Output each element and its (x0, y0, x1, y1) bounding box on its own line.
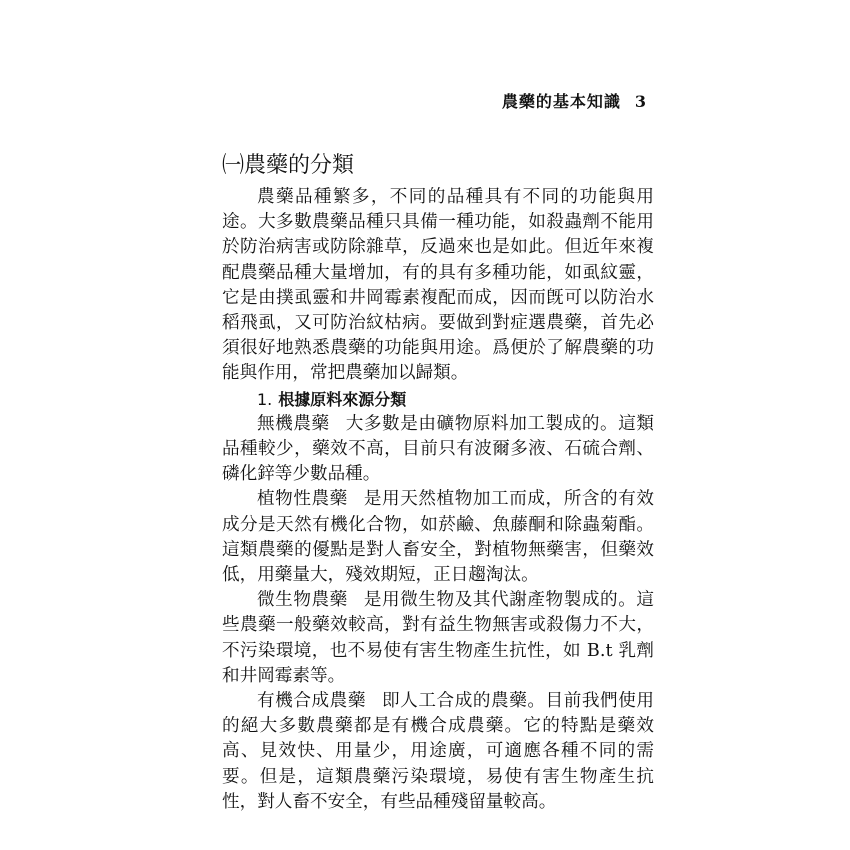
running-title: 農藥的基本知識 (501, 92, 621, 111)
running-header (502, 89, 647, 112)
category-term: 無機農藥 (257, 413, 330, 434)
category-term: 有機合成農藥 (257, 691, 367, 712)
subsection-heading (222, 387, 654, 412)
page-number: 3 (634, 92, 647, 111)
category-paragraph-botanical (222, 487, 654, 588)
body-text (222, 185, 654, 815)
category-paragraph-synthetic (222, 689, 654, 815)
category-paragraph-inorganic (222, 412, 654, 488)
intro-paragraph: 農藥品種繁多，不同的品種具有不同的功能與用途。大多數農藥品種只具備一種功能，如殺蟲劑不能用於防治病害或防除雜草，反過來也是如此。但近年來複配農藥品種大量增加，有的具有多種功能，如虱紋靈，它是由撲虱靈和井岡霉素複配而成，因而旣可以防治水稻飛虱，又可防治紋枯病。要做到對症選農藥，首先必須很好地熟悉農藥的功能與用途。爲便於了解農藥的功能與作用，常把農藥加以歸類。 (222, 187, 654, 384)
category-description: 大多數是由礦物原料加工製成的。這類品種較少，藥效不高，目前只有波爾多液、石硫合劑、磷化鋅等少數品種。 (222, 413, 654, 485)
category-term: 微生物農藥 (257, 590, 348, 611)
subsection-number: 1. (257, 389, 273, 409)
subsection-title: 根據原料來源分類 (278, 389, 407, 409)
category-paragraph-microbial (222, 588, 654, 689)
category-description: 是用天然植物加工而成，所含的有效成分是天然有機化合物，如菸鹼、魚藤酮和除蟲菊酯。這類農藥的優點是對人畜安全，對植物無藥害，但藥效低，用藥量大，殘效期短，正日趨淘汰。 (222, 489, 654, 586)
category-description: 是用微生物及其代謝產物製成的。這些農藥一般藥效較高，對有益生物無害或殺傷力不大，不污染環境，也不易使有害生物產生抗性，如 B.t 乳劑和井岡霉素等。 (222, 590, 654, 686)
category-description: 即人工合成的農藥。目前我們使用的絕大多數農藥都是有機合成農藥。它的特點是藥效高、見效快、用量少，用途廣，可適應各種不同的需要。但是，這類農藥污染環境，易使有害生物產生抗性，對人畜不安全，有些品種殘留量較高。 (222, 691, 654, 812)
section-title: ㈠農藥的分類 (222, 153, 355, 178)
category-term: 植物性農藥 (257, 489, 348, 510)
